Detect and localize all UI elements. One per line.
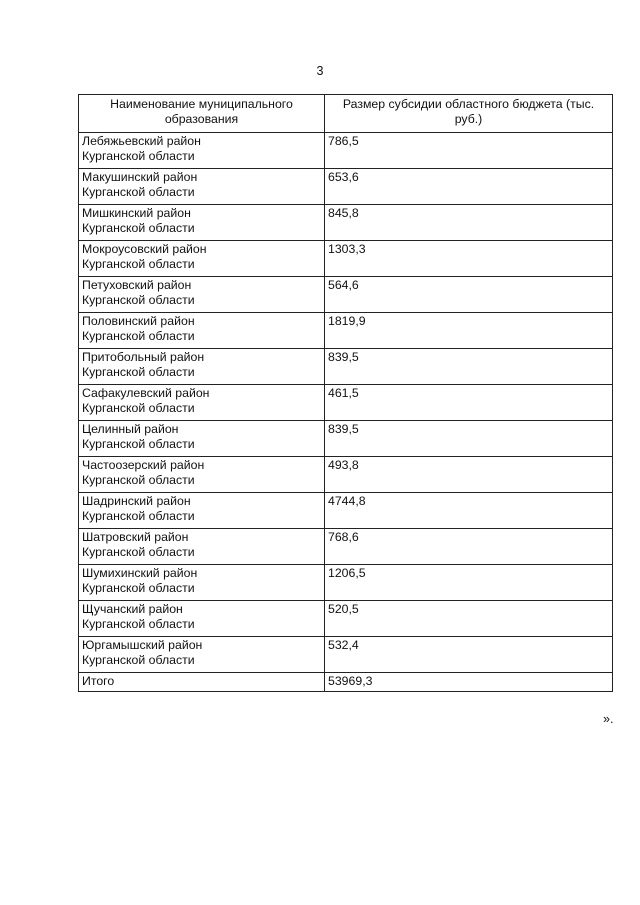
municipality-district: Юргамышский район <box>82 638 203 652</box>
subsidy-table <box>78 94 613 692</box>
table-row <box>79 169 613 205</box>
municipality-name <box>79 457 325 493</box>
municipality-region: Курганской области <box>82 581 195 595</box>
subsidy-amount: 839,5 <box>325 349 613 385</box>
municipality-district: Макушинский район <box>82 170 198 184</box>
header-row <box>79 95 613 133</box>
municipality-region: Курганской области <box>82 401 195 415</box>
subsidy-amount: 1819,9 <box>325 313 613 349</box>
municipality-name <box>79 169 325 205</box>
municipality-region: Курганской области <box>82 329 195 343</box>
table-row <box>79 277 613 313</box>
header-subsidy-amount: Размер субсидии областного бюджета (тыс. руб.) <box>325 95 613 133</box>
table-row <box>79 385 613 421</box>
subsidy-amount: 461,5 <box>325 385 613 421</box>
table-row <box>79 601 613 637</box>
table-row <box>79 349 613 385</box>
municipality-region: Курганской области <box>82 509 195 523</box>
page-number: 3 <box>316 64 324 78</box>
municipality-region: Курганской области <box>82 257 195 271</box>
municipality-name <box>79 241 325 277</box>
municipality-district: Петуховский район <box>82 278 192 292</box>
municipality-region: Курганской области <box>82 545 195 559</box>
municipality-name <box>79 637 325 673</box>
municipality-district: Шатровский район <box>82 530 189 544</box>
municipality-district: Шадринский район <box>82 494 191 508</box>
municipality-district: Притобольный район <box>82 350 205 364</box>
table-row <box>79 241 613 277</box>
subsidy-amount: 839,5 <box>325 421 613 457</box>
subsidy-amount: 786,5 <box>325 133 613 169</box>
municipality-name <box>79 493 325 529</box>
municipality-region: Курганской области <box>82 185 195 199</box>
municipality-name <box>79 385 325 421</box>
municipality-district: Частоозерский район <box>82 458 205 472</box>
municipality-region: Курганской области <box>82 437 195 451</box>
municipality-district: Сафакулевский район <box>82 386 210 400</box>
total-label: Итого <box>79 673 325 692</box>
table-header <box>79 95 613 133</box>
municipality-region: Курганской области <box>82 149 195 163</box>
municipality-name <box>79 313 325 349</box>
table-row <box>79 205 613 241</box>
municipality-name <box>79 421 325 457</box>
subsidy-amount: 653,6 <box>325 169 613 205</box>
municipality-district: Половинский район <box>82 314 195 328</box>
table-row <box>79 457 613 493</box>
total-amount: 53969,3 <box>325 673 613 692</box>
municipality-region: Курганской области <box>82 653 195 667</box>
municipality-district: Целинный район <box>82 422 179 436</box>
municipality-district: Мокроусовский район <box>82 242 207 256</box>
municipality-region: Курганской области <box>82 365 195 379</box>
subsidy-amount: 845,8 <box>325 205 613 241</box>
municipality-name <box>79 133 325 169</box>
municipality-region: Курганской области <box>82 617 195 631</box>
municipality-name <box>79 601 325 637</box>
municipality-name <box>79 565 325 601</box>
subsidy-amount: 532,4 <box>325 637 613 673</box>
municipality-district: Шумихинский район <box>82 566 198 580</box>
municipality-name <box>79 349 325 385</box>
table-row <box>79 637 613 673</box>
municipality-name <box>79 529 325 565</box>
table-row <box>79 421 613 457</box>
subsidy-amount: 564,6 <box>325 277 613 313</box>
municipality-district: Мишкинский район <box>82 206 191 220</box>
subsidy-amount: 768,6 <box>325 529 613 565</box>
table-row <box>79 313 613 349</box>
municipality-district: Щучанский район <box>82 602 183 616</box>
municipality-name <box>79 277 325 313</box>
header-municipality: Наименование муниципального образования <box>79 95 325 133</box>
municipality-region: Курганской области <box>82 221 195 235</box>
table-body <box>79 133 613 692</box>
subsidy-amount: 493,8 <box>325 457 613 493</box>
table-row <box>79 133 613 169</box>
municipality-region: Курганской области <box>82 473 195 487</box>
municipality-district: Лебяжьевский район <box>82 134 201 148</box>
table-row <box>79 565 613 601</box>
closing-quote-mark: ». <box>603 712 614 726</box>
table-row <box>79 493 613 529</box>
subsidy-amount: 4744,8 <box>325 493 613 529</box>
subsidy-amount: 1206,5 <box>325 565 613 601</box>
subsidy-amount: 520,5 <box>325 601 613 637</box>
total-row <box>79 673 613 692</box>
municipality-region: Курганской области <box>82 293 195 307</box>
table-row <box>79 529 613 565</box>
municipality-name <box>79 205 325 241</box>
subsidy-amount: 1303,3 <box>325 241 613 277</box>
